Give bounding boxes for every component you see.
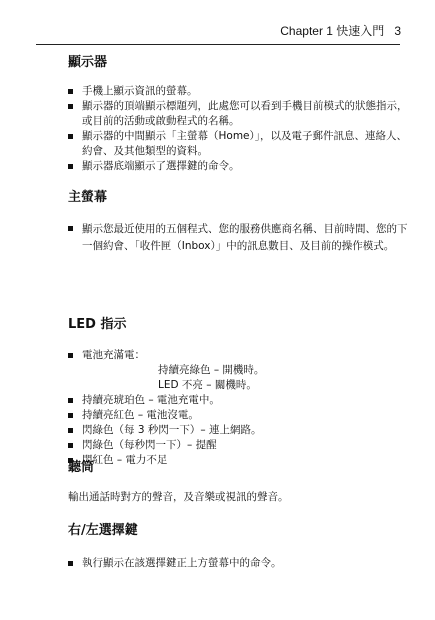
- bullet-icon: [68, 226, 73, 231]
- led-list: [68, 348, 408, 468]
- section-title-softkeys: 右/左選擇鍵: [68, 523, 138, 538]
- list-item-text: 顯示器的中間顯示「主螢幕（Home）」，以及電子郵件訊息、連絡人、約會、及其他類型的資料。: [82, 130, 408, 157]
- softkeys-list: [68, 556, 408, 571]
- list-item: [68, 129, 408, 159]
- led-sub-item: LED 不亮 – 關機時。: [158, 379, 257, 391]
- list-item: [68, 221, 408, 255]
- list-item-text: 電池充滿電：: [82, 349, 145, 361]
- page-header: [280, 22, 401, 39]
- list-item: [68, 159, 408, 174]
- list-item: [68, 438, 408, 453]
- list-item-text: 閃綠色（每秒閃一下）– 提醒: [82, 439, 217, 451]
- home-list: [68, 221, 408, 255]
- page-number: 3: [394, 24, 401, 38]
- list-item-text: 手機上顯示資訊的螢幕。: [82, 85, 198, 97]
- list-item: [68, 84, 408, 99]
- chapter-title: Chapter 1 快速入門: [280, 24, 385, 38]
- list-item-text: 顯示器底端顯示了選擇鍵的命令。: [82, 160, 240, 172]
- bullet-icon: [68, 398, 73, 403]
- list-item: [68, 99, 408, 129]
- display-list: [68, 84, 408, 174]
- list-item: [68, 393, 408, 408]
- earpiece-text: 輸出通話時對方的聲音，及音樂或視訊的聲音。: [68, 491, 289, 503]
- list-item: [68, 556, 408, 571]
- list-item-text: 執行顯示在該選擇鍵正上方螢幕中的命令。: [82, 557, 282, 569]
- led-sub-item: 持續亮綠色 – 開機時。: [158, 364, 265, 376]
- list-item: [68, 423, 408, 438]
- section-title-display: 顯示器: [68, 55, 108, 70]
- list-item-text: 持續亮琥珀色 – 電池充電中。: [82, 394, 220, 406]
- bullet-icon: [68, 413, 73, 418]
- bullet-icon: [68, 561, 73, 566]
- list-item-text: 顯示器的頂端顯示標題列，此處您可以看到手機目前模式的狀態指示，或目前的活動或啟動程式的名稱。: [82, 100, 408, 127]
- bullet-icon: [68, 134, 73, 139]
- header-rule: [36, 44, 400, 45]
- list-item-text: 顯示您最近使用的五個程式、您的服務供應商名稱、目前時間、您的下一個約會、「收件匣（Inbox）」中的訊息數目、及目前的操作模式。: [82, 223, 408, 252]
- bullet-icon: [68, 353, 73, 358]
- bullet-icon: [68, 164, 73, 169]
- list-item-text: 持續亮紅色 – 電池沒電。: [82, 409, 199, 421]
- bullet-icon: [68, 89, 73, 94]
- list-item-text: 閃紅色 – 電力不足: [82, 454, 168, 466]
- list-item: [68, 348, 408, 393]
- list-item-text: 閃綠色（每 3 秒閃一下）– 連上網路。: [82, 424, 262, 436]
- list-item: [68, 453, 408, 468]
- bullet-icon: [68, 104, 73, 109]
- section-title-earpiece: 聽筒: [68, 460, 95, 475]
- list-item: [68, 408, 408, 423]
- section-title-led: LED 指示: [68, 317, 127, 332]
- section-title-home: 主螢幕: [68, 190, 108, 205]
- bullet-icon: [68, 428, 73, 433]
- bullet-icon: [68, 443, 73, 448]
